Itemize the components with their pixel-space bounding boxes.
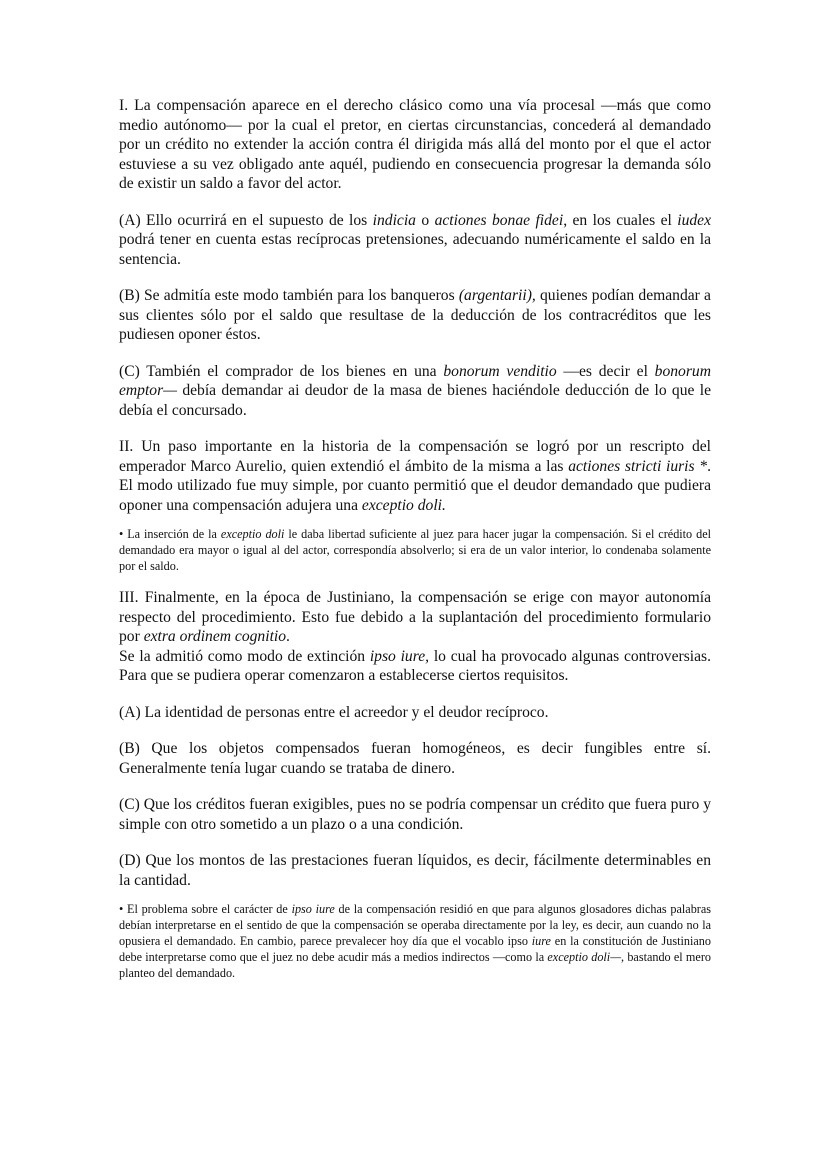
text: o (415, 211, 435, 229)
paragraph-iii-b-item: (B) Que los objetos compensados fueran homogéneos, es decir fungibles entre sí. Generalmente tenía lugar cuando se trataba de dinero. (119, 740, 711, 777)
paragraph-i-c (119, 362, 711, 421)
paragraph-i-a (119, 211, 711, 270)
paragraph-iii-c: (C) Que los créditos fueran exigibles, pues no se podría compensar un crédito que fuera puro y simple con otro sometido a un plazo o a una condición. (119, 796, 711, 833)
text: . (286, 628, 290, 646)
paragraph-iii-a: (A) La identidad de personas entre el acreedor y el deudor recíproco. (119, 703, 549, 721)
document-page (119, 96, 711, 981)
italic-term: indicia (372, 211, 416, 229)
italic-term: iure (531, 933, 551, 948)
text: . El modo utilizado fue muy simple, por cuanto permitió que el deudor demandado que pudiera oponer una compensación adujera una (119, 457, 711, 514)
footnote-2 (119, 902, 711, 981)
text: —es decir el (556, 362, 655, 380)
text: (C) También el comprador de los bienes en una (119, 362, 444, 380)
paragraph-i-b (119, 286, 711, 345)
paragraph-ii (119, 437, 711, 515)
text: (B) Se admitía este modo también para los banqueros (119, 287, 459, 304)
italic-term: exceptio doli (220, 527, 285, 541)
italic-term: actiones bonae fidei (434, 211, 564, 229)
italic-term: bonorum venditio (443, 362, 557, 380)
italic-term: (argentarii), (458, 287, 536, 304)
text: • El problema sobre el carácter de (119, 902, 292, 917)
italic-term: exceptio doli— (547, 949, 622, 964)
italic-term: bonorum emptor— (119, 362, 711, 399)
italic-term: ipso iure (291, 902, 335, 917)
text: en la constitución de Justiniano debe interpretarse como que el juez no debe acudir más a medios indirectos —como la (119, 933, 711, 964)
italic-term: iudex (677, 211, 712, 229)
text: (A) Ello ocurrirá en el supuesto de los (119, 211, 373, 229)
text: , en los cuales el (563, 211, 678, 229)
text: lo cual ha provocado algunas controversias. Para que se pudiera operar comenzaron a establecerse ciertos requisitos. (119, 647, 711, 685)
text: debía demandar ai deudor de la masa de bienes haciéndole deducción de lo que le debía el concursado. (119, 382, 711, 419)
text: , bastando el mero planteo del demandado. (119, 949, 711, 980)
italic-term: ipso iure, (369, 647, 430, 665)
text: podrá tener en cuenta estas recíprocas pretensiones, adecuando numéricamente el saldo en la sentencia. (119, 231, 711, 268)
text: II. Un paso importante en la historia de la compensación se logró por un rescripto del emperador Marco Aurelio, quien extendió el ámbito de la misma a las (119, 438, 711, 475)
paragraph-iii-b (119, 647, 711, 686)
italic-term: extra ordinem cognitio (143, 628, 287, 646)
text: • La inserción de la (119, 527, 221, 541)
paragraph-i: I. La compensación aparece en el derecho clásico como una vía procesal —más que como medio autónomo— por la cual el pretor, en ciertas circunstancias, concederá al demandado por un crédito no extender la acción contra él dirigida más allá del monto por el que el actor estuviese a su vez obligado ante aquél, pudiendo en consecuencia progresar la demanda sólo de existir un saldo a favor del actor. (119, 97, 711, 192)
text: quienes podían demandar a sus clientes sólo por el saldo que resultase de la deducción de los contracréditos que les pudiesen oponer éstos. (119, 287, 711, 343)
text: Se la admitió como modo de extinción (119, 647, 370, 665)
text: de la compensación residió en que para algunos glosadores dichas palabras debían interpretarse en el sentido de que la compensación se operaba directamente por la ley, es decir, aun cuando no la opusiera el demandado. En cambio, parece prevalecer hoy día que el vocablo ipso (119, 902, 711, 948)
text: le daba libertad suficiente al juez para hacer jugar la compensación. Si el crédito del demandado era mayor o igual al del actor, correspondía absolverlo; si era de un valor interior, lo condenaba solamente por el saldo. (119, 527, 711, 573)
paragraph-iii (119, 588, 711, 647)
paragraph-iii-d: (D) Que los montos de las prestaciones fueran líquidos, es decir, fácilmente determinables en la cantidad. (119, 852, 711, 889)
italic-term: actiones stricti iuris * (568, 457, 708, 475)
footnote-1 (119, 527, 711, 574)
text: III. Finalmente, en la época de Justiniano, la compensación se erige con mayor autonomía respecto del procedimiento. Esto fue debido a la suplantación del procedimiento formulario por (119, 589, 711, 646)
italic-term: exceptio doli. (361, 496, 446, 514)
